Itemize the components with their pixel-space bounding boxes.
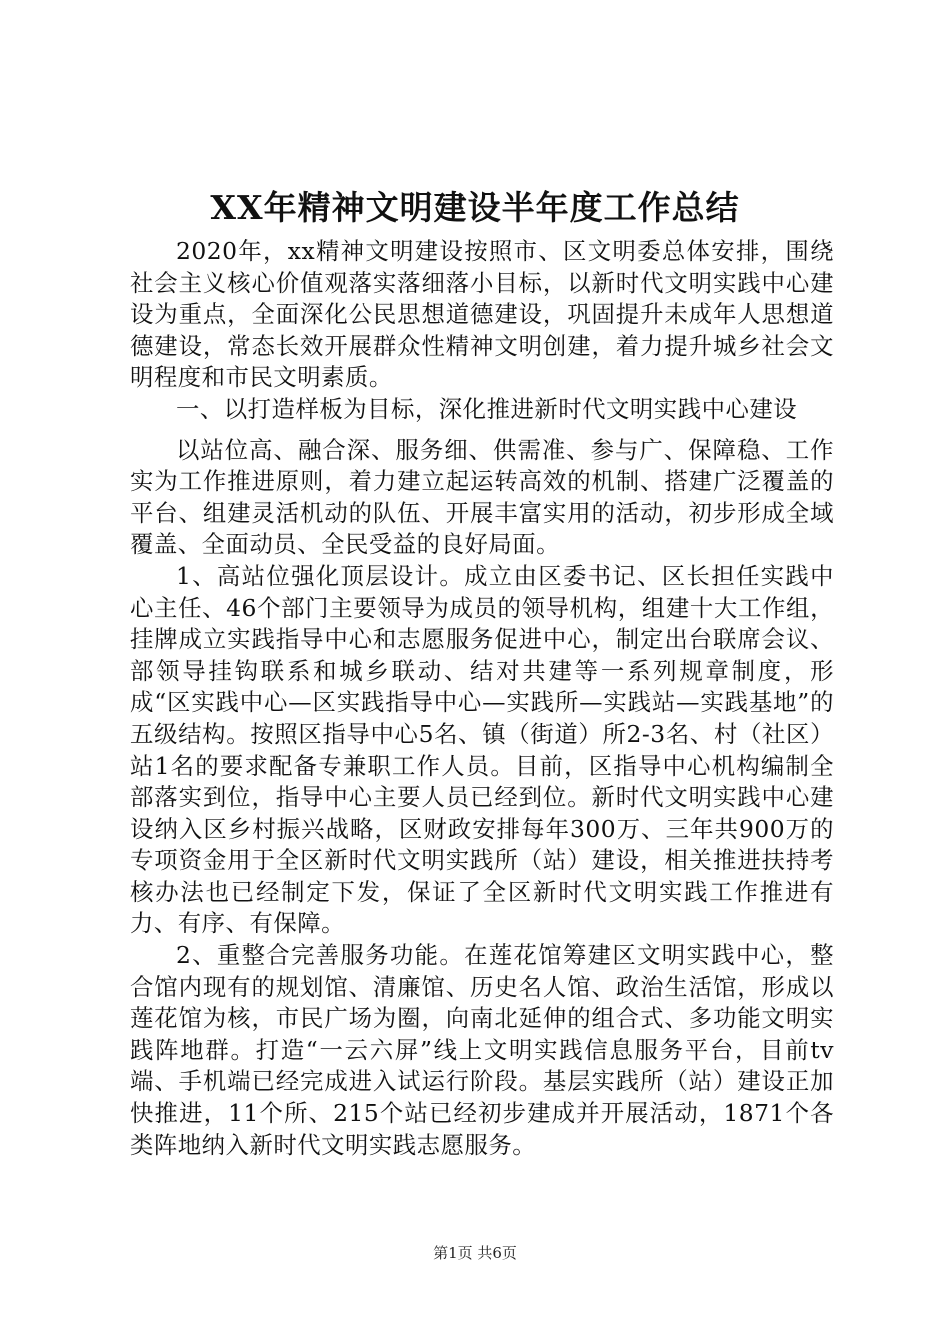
item-1-paragraph: 1、高站位强化顶层设计。成立由区委书记、区长担任实践中心主任、46个部门主要领导为成员的领导机构，组建十大工作组，挂牌成立实践指导中心和志愿服务促进中心，制定出台联席会议、部领导挂钩联系和城乡联动、结对共建等一系列规章制度，形成“区实践中心—区实践指导中心—实践所—实践站—实践基地”的五级结构。按照区指导中心5名、镇（街道）所2-3名、村（社区）站1名的要求配备专兼职工作人员。目前，区指导中心机构编制全部落实到位，指导中心主要人员已经到位。新时代文明实践中心建设纳入区乡村振兴战略，区财政安排每年300万、三年共900万的专项资金用于全区新时代文明实践所（站）建设，相关推进扶持考核办法也已经制定下发，保证了全区新时代文明实践工作推进有力、有序、有保障。 [130,561,834,938]
document-title: XX年精神文明建设半年度工作总结 [210,188,740,227]
section-1-summary-paragraph: 以站位高、融合深、服务细、供需准、参与广、保障稳、工作实为工作推进原则，着力建立起运转高效的机制、搭建广泛覆盖的平台、组建灵活机动的队伍、开展丰富实用的活动，初步形成全域覆盖、全面动员、全民受益的良好局面。 [130,435,834,559]
document-body [130,236,834,1161]
section-heading-1: 一、以打造样板为目标，深化推进新时代文明实践中心建设 [176,394,798,423]
page-footer [0,1243,950,1263]
intro-paragraph: 2020年，xx精神文明建设按照市、区文明委总体安排，围绕社会主义核心价值观落实落细落小目标，以新时代文明实践中心建设为重点，全面深化公民思想道德建设，巩固提升未成年人思想道德建设，常态长效开展群众性精神文明创建，着力提升城乡社会文明程度和市民文明素质。 [130,237,834,392]
item-2-paragraph: 2、重整合完善服务功能。在莲花馆筹建区文明实践中心，整合馆内现有的规划馆、清廉馆、历史名人馆、政治生活馆，形成以莲花馆为核，市民广场为圈，向南北延伸的组合式、多功能文明实践阵地群。打造“一云六屏”线上文明实践信息服务平台，目前tv端、手机端已经完成进入试运行阶段。基层实践所（站）建设正加快推进，11个所、215个站已经初步建成并开展活动，1871个各类阵地纳入新时代文明实践志愿服务。 [130,941,834,1159]
page-indicator: 第1页 共6页 [433,1244,517,1262]
